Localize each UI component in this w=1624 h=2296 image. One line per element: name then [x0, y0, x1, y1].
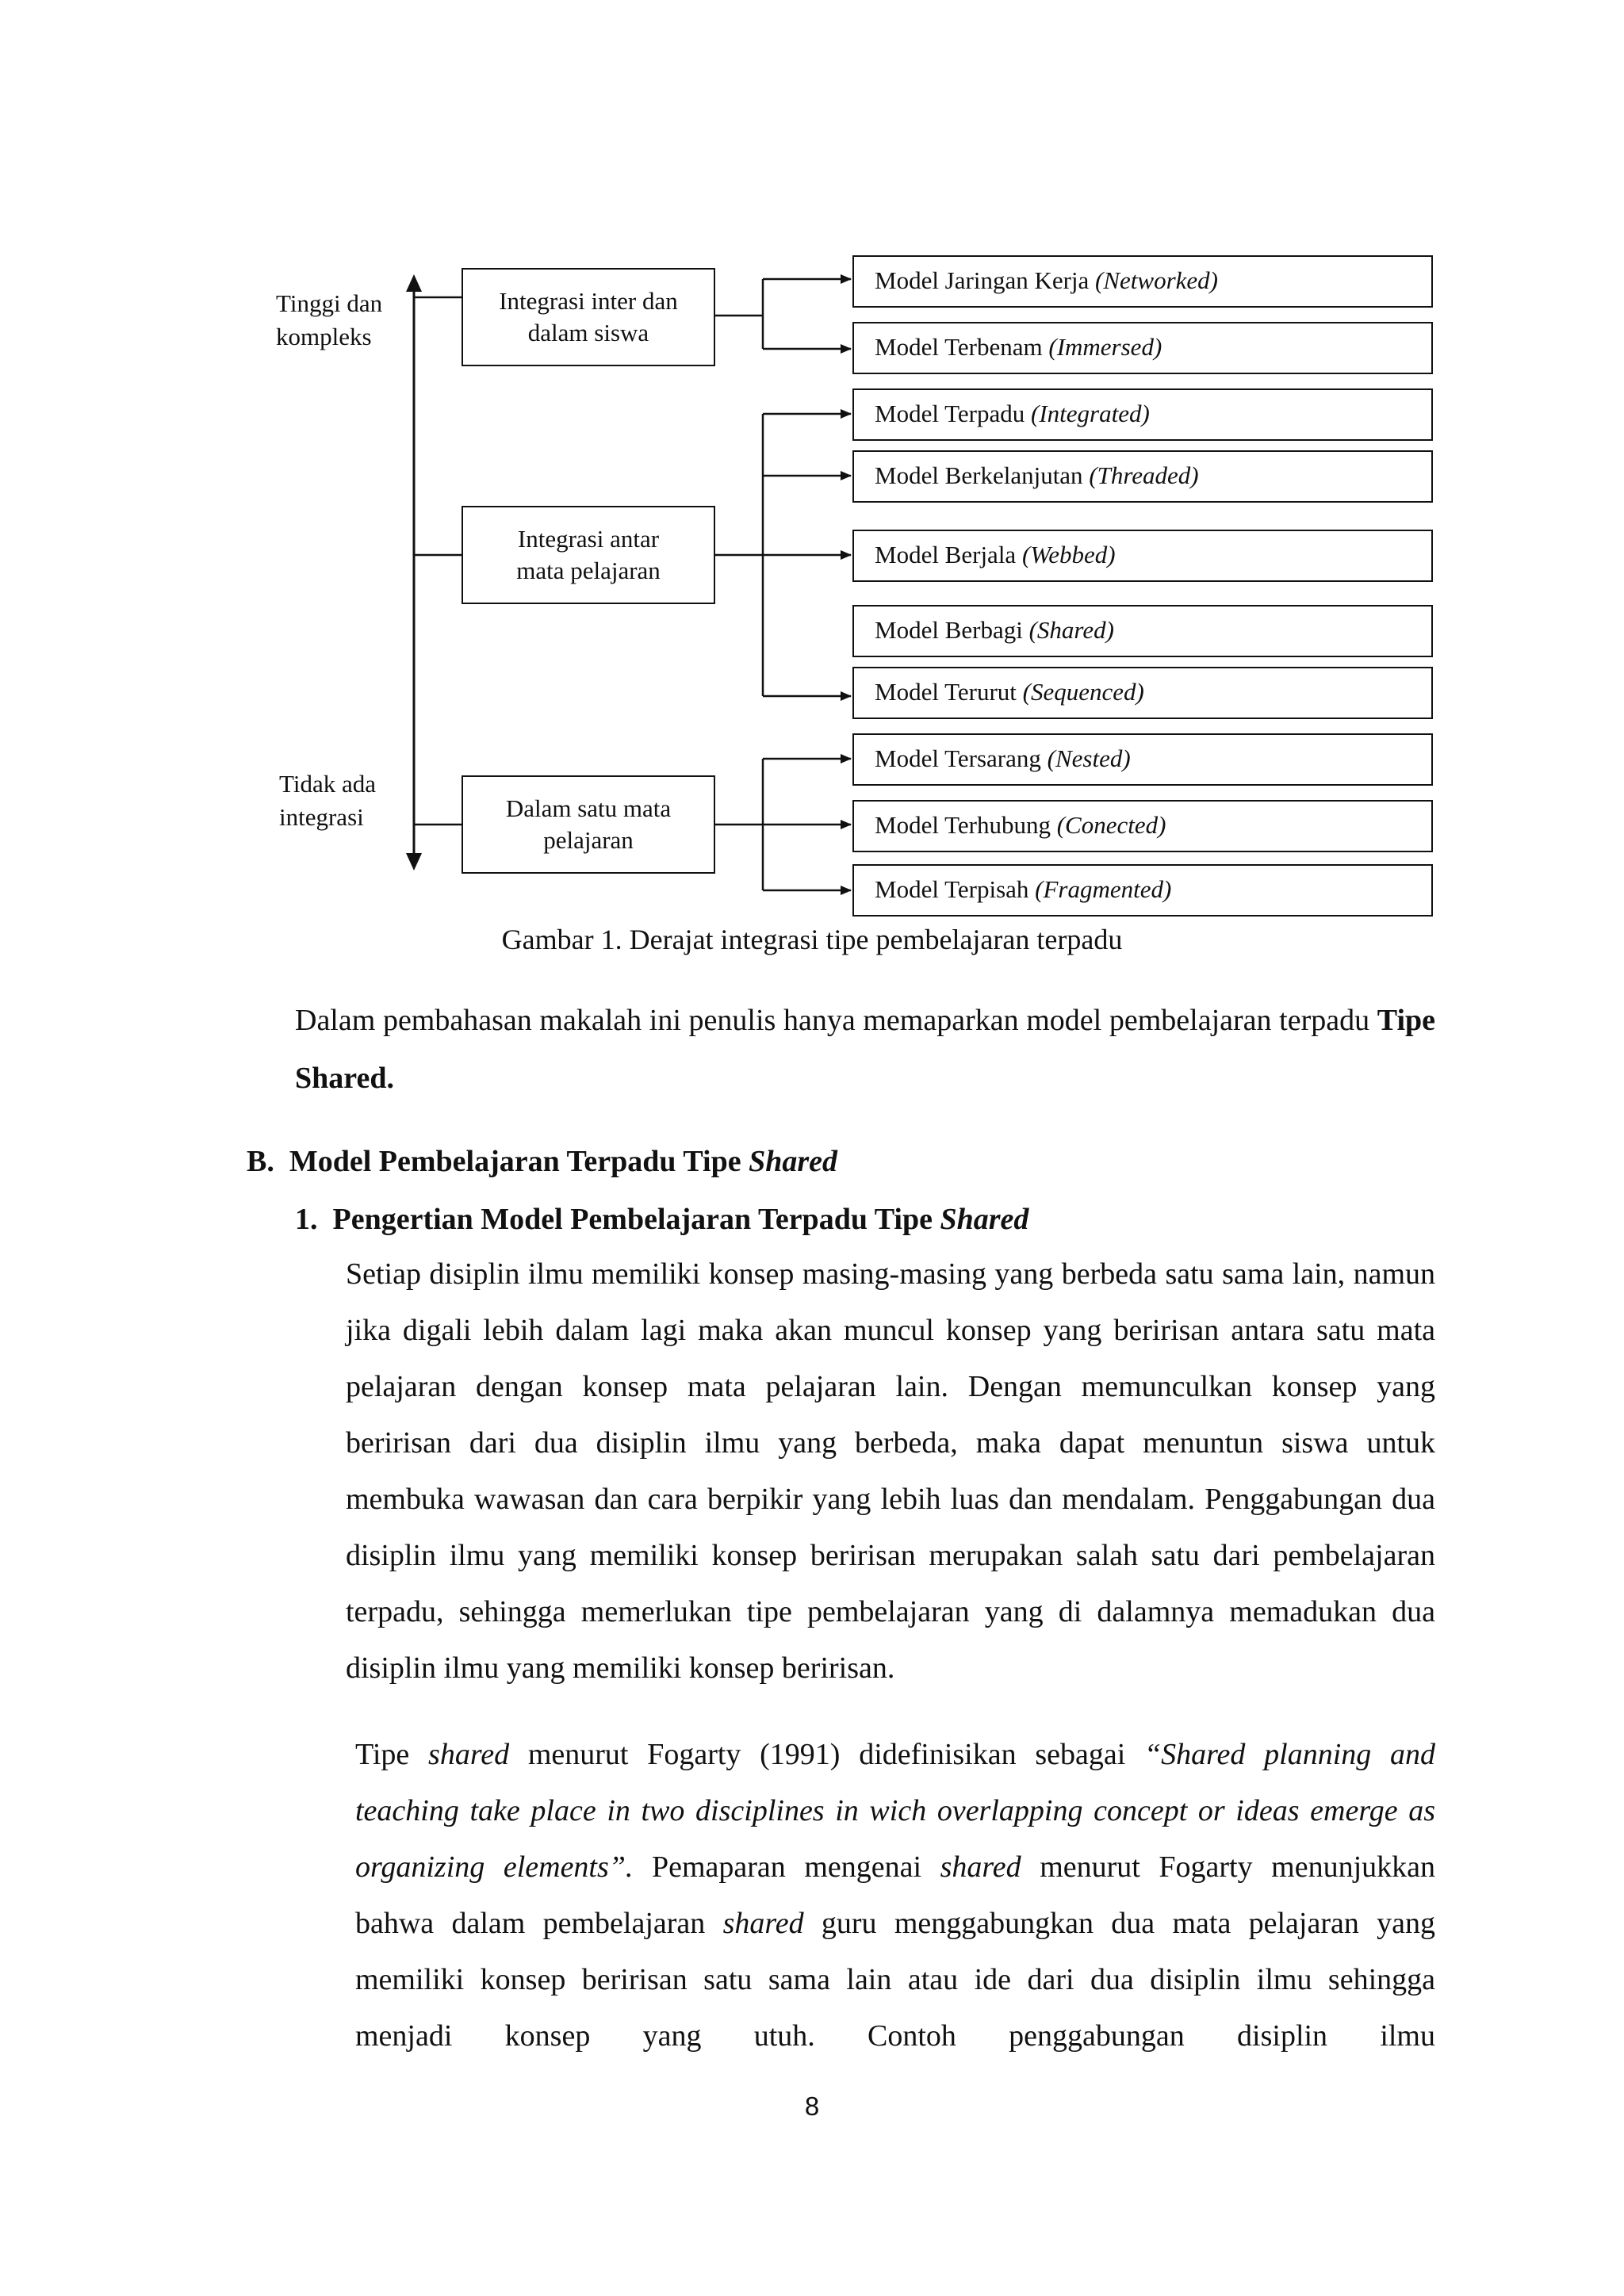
subsection-1-heading: 1. Pengertian Model Pembelajaran Terpadu Tipe Shared	[295, 1203, 1029, 1236]
degree-axis-arrow-down-icon	[406, 853, 422, 871]
model-box-shared: Model Berbagi (Shared)	[852, 605, 1433, 657]
page-number: 8	[804, 2091, 820, 2121]
figure-caption: Gambar 1. Derajat integrasi tipe pembelajaran terpadu	[501, 924, 1123, 955]
paragraph-fogarty: Tipe shared menurut Fogarty (1991) didefinisikan sebagai “Shared planning and teaching take place in two disciplines in wich overlapping concept or ideas emerge as organizing elements”. Pemaparan mengenai shared menurut Fogarty menunjukkan bahwa dalam pembelajaran shared guru menggabungkan dua mata pelajaran yang memiliki konsep beririsan satu sama lain atau ide dari dua disiplin ilmu sehingga menjadi konsep yang utuh. Contoh penggabungan disiplin ilmu	[355, 1738, 1436, 2053]
degree-axis-arrow-up-icon	[406, 274, 422, 292]
model-box-webbed: Model Berjala (Webbed)	[852, 530, 1433, 582]
label-high-complex: Tinggi dan kompleks	[276, 289, 383, 350]
group-box-inter-student: Integrasi inter dan dalam siswa	[462, 268, 715, 366]
integration-diagram	[0, 0, 1624, 967]
model-box-immersed: Model Terbenam (Immersed)	[852, 322, 1433, 374]
section-b-heading: B. Model Pembelajaran Terpadu Tipe Shared	[247, 1145, 837, 1178]
model-box-threaded: Model Berkelanjutan (Threaded)	[852, 450, 1433, 503]
group-box-between-subjects: Integrasi antar mata pelajaran	[462, 506, 715, 604]
intro-paragraph: Dalam pembahasan makalah ini penulis hanya memaparkan model pembelajaran terpadu Tipe Shared.	[295, 1004, 1435, 1095]
model-box-connected: Model Terhubung (Conected)	[852, 800, 1433, 852]
group-box-single-subject: Dalam satu mata pelajaran	[462, 775, 715, 874]
model-box-integrated: Model Terpadu (Integrated)	[852, 388, 1433, 441]
model-box-nested: Model Tersarang (Nested)	[852, 733, 1433, 786]
paragraph-definition: Setiap disiplin ilmu memiliki konsep masing-masing yang berbeda satu sama lain, namun jika digali lebih dalam lagi maka akan muncul konsep yang beririsan antara satu mata pelajaran dengan konsep mata pelajaran lain. Dengan memunculkan konsep yang beririsan dari dua disiplin ilmu yang berbeda, maka dapat menuntun siswa untuk membuka wawasan dan cara berpikir yang lebih luas dan mendalam. Penggabungan dua disiplin ilmu yang memiliki konsep beririsan merupakan salah satu dari pembelajaran terpadu, sehingga memerlukan tipe pembelajaran yang di dalamnya memadukan dua disiplin ilmu yang memiliki konsep beririsan.	[346, 1257, 1435, 1685]
model-box-fragmented: Model Terpisah (Fragmented)	[852, 864, 1433, 916]
label-no-integration: Tidak ada integrasi	[279, 770, 376, 831]
model-box-networked: Model Jaringan Kerja (Networked)	[852, 255, 1433, 308]
model-box-sequenced: Model Terurut (Sequenced)	[852, 667, 1433, 719]
